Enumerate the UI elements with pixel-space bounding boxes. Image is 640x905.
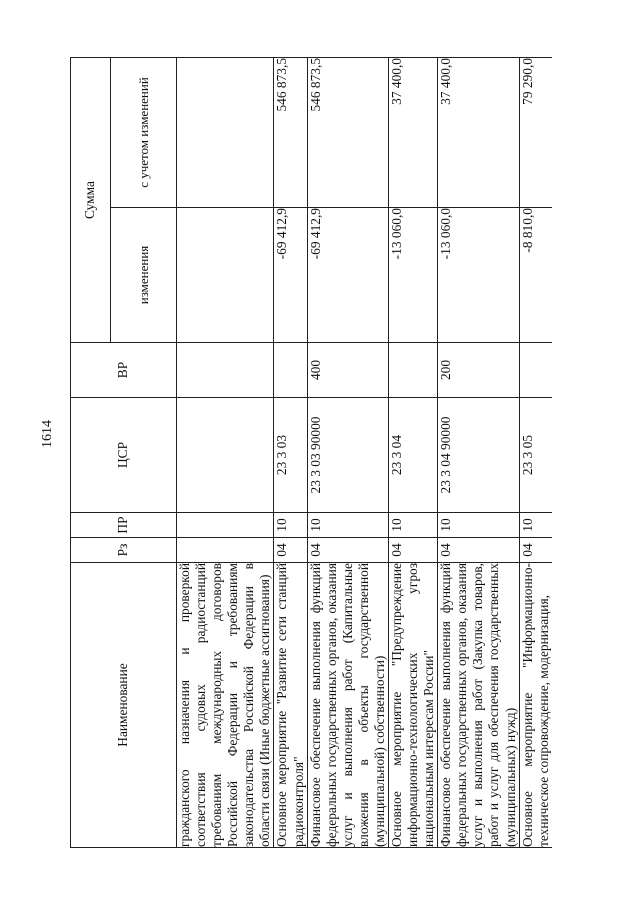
row-total: 79 290,0 <box>519 57 552 207</box>
budget-table-rotated <box>70 58 590 848</box>
row-rz: 04 <box>307 538 388 563</box>
row-total: 546 873,5 <box>307 57 388 207</box>
row-change: -69 412,9 <box>307 208 388 343</box>
row-vr <box>177 343 274 398</box>
row-csr <box>177 398 274 513</box>
row-name: Основное мероприятие "Предупреждение информационно-технологических угроз национальным интересам России" <box>389 563 437 847</box>
row-rz: 04 <box>389 538 438 563</box>
row-total: 546 873,5 <box>274 57 307 207</box>
row-name: гражданского назначения и проверкой соответствия судовых радиостанций требованиям международных договоров Российской Федерации и требованиям законодательства Российской Федерации в области связи (Иные бюджетные ассигнования) <box>177 563 273 847</box>
table-row <box>274 57 307 847</box>
row-rz: 04 <box>519 538 552 563</box>
row-change: -13 060,0 <box>438 208 519 343</box>
row-pr: 10 <box>438 513 519 538</box>
header-vr: ВР <box>71 343 177 398</box>
row-change: -13 060,0 <box>389 208 438 343</box>
row-vr <box>389 343 438 398</box>
row-pr <box>177 513 274 538</box>
row-pr: 10 <box>274 513 307 538</box>
row-pr: 10 <box>307 513 388 538</box>
row-name: Финансовое обеспечение выполнения функций федеральных государственных органов, оказания услуг и выполнения работ (Капитальные вложения в объекты государственной (муниципальной) собственности) <box>307 563 387 847</box>
row-change <box>177 208 274 343</box>
row-change: -69 412,9 <box>274 208 307 343</box>
header-name: Наименование <box>71 563 177 848</box>
row-pr: 10 <box>519 513 552 538</box>
row-name: Финансовое обеспечение выполнения функций федеральных государственных органов, оказания услуг и выполнения работ (Закупка товаров, работ и услуг для обеспечения государственных (муниципальных) нужд) <box>438 563 518 847</box>
page-number: 1614 <box>40 420 55 448</box>
header-csr: ЦСР <box>71 398 177 513</box>
header-change: изменения <box>111 208 177 343</box>
row-total <box>177 57 274 207</box>
table-row <box>438 57 519 847</box>
row-csr: 23 3 05 <box>519 398 552 513</box>
row-rz: 04 <box>438 538 519 563</box>
row-rz <box>177 538 274 563</box>
budget-table <box>70 57 552 848</box>
header-pr: ПР <box>71 513 177 538</box>
header-sum: Сумма <box>71 57 111 342</box>
row-total: 37 400,0 <box>438 57 519 207</box>
row-pr: 10 <box>389 513 438 538</box>
row-csr: 23 3 03 90000 <box>307 398 388 513</box>
table-row <box>519 57 552 847</box>
row-csr: 23 3 04 90000 <box>438 398 519 513</box>
row-csr: 23 3 04 <box>389 398 438 513</box>
row-name: Основное мероприятие "Развитие сети станций радиоконтроля" <box>274 563 306 847</box>
row-vr <box>274 343 307 398</box>
table-body <box>177 57 552 847</box>
row-vr <box>519 343 552 398</box>
row-vr: 200 <box>438 343 519 398</box>
row-name: Основное мероприятие "Информационно-техническое сопровождение, модернизация, <box>519 563 551 847</box>
row-vr: 400 <box>307 343 388 398</box>
table-row <box>307 57 388 847</box>
row-rz: 04 <box>274 538 307 563</box>
row-change: -8 810,0 <box>519 208 552 343</box>
table-header <box>71 57 177 847</box>
header-rz: Рз <box>71 538 177 563</box>
header-with-changes: с учетом изменений <box>111 57 177 207</box>
table-row <box>177 57 274 847</box>
table-row <box>389 57 438 847</box>
row-csr: 23 3 03 <box>274 398 307 513</box>
row-total: 37 400,0 <box>389 57 438 207</box>
